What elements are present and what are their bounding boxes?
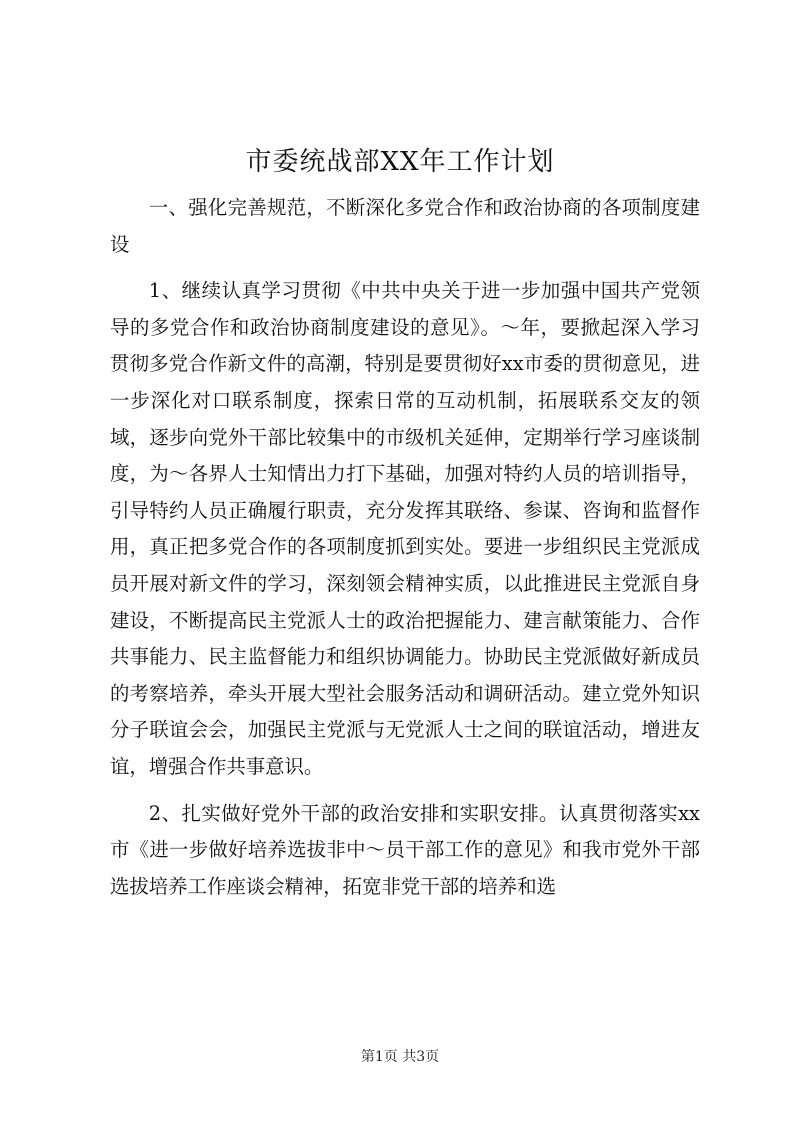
document-title: 市委统战部XX年工作计划 (245, 147, 555, 177)
document-body (110, 190, 700, 905)
page-footer: 第1页 共3页 (360, 1049, 440, 1065)
section-heading: 一、强化完善规范，不断深化多党合作和政治协商的各项制度建设 (110, 196, 700, 256)
body-paragraph: 1、继续认真学习贯彻《中共中央关于进一步加强中国共产党领导的多党合作和政治协商制度建设的意见》。～年，要掀起深入学习贯彻多党合作新文件的高潮，特别是要贯彻好xx市委的贯彻意见，进一步深化对口联系制度，探索日常的互动机制，拓展联系交友的领域，逐步向党外干部比较集中的市级机关延伸，定期举行学习座谈制度，为～各界人士知情出力打下基础，加强对特约人员的培训指导，引导特约人员正确履行职责，充分发挥其联络、参谋、咨询和监督作用，真正把多党合作的各项制度抓到实处。要进一步组织民主党派成员开展对新文件的学习，深刻领会精神实质，以此推进民主党派自身建设，不断提高民主党派人士的政治把握能力、建言献策能力、合作共事能力、民主监督能力和组织协调能力。协助民主党派做好新成员的考察培养，牵头开展大型社会服务活动和调研活动。建立党外知识分子联谊会会，加强民主党派与无党派人士之间的联谊活动，增进友谊，增强合作共事意识。 (110, 279, 700, 778)
body-paragraph: 2、扎实做好党外干部的政治安排和实职安排。认真贯彻落实xx市《进一步做好培养选拔非中～员干部工作的意见》和我市党外干部选拔培养工作座谈会精神，拓宽非党干部的培养和选 (110, 801, 700, 898)
